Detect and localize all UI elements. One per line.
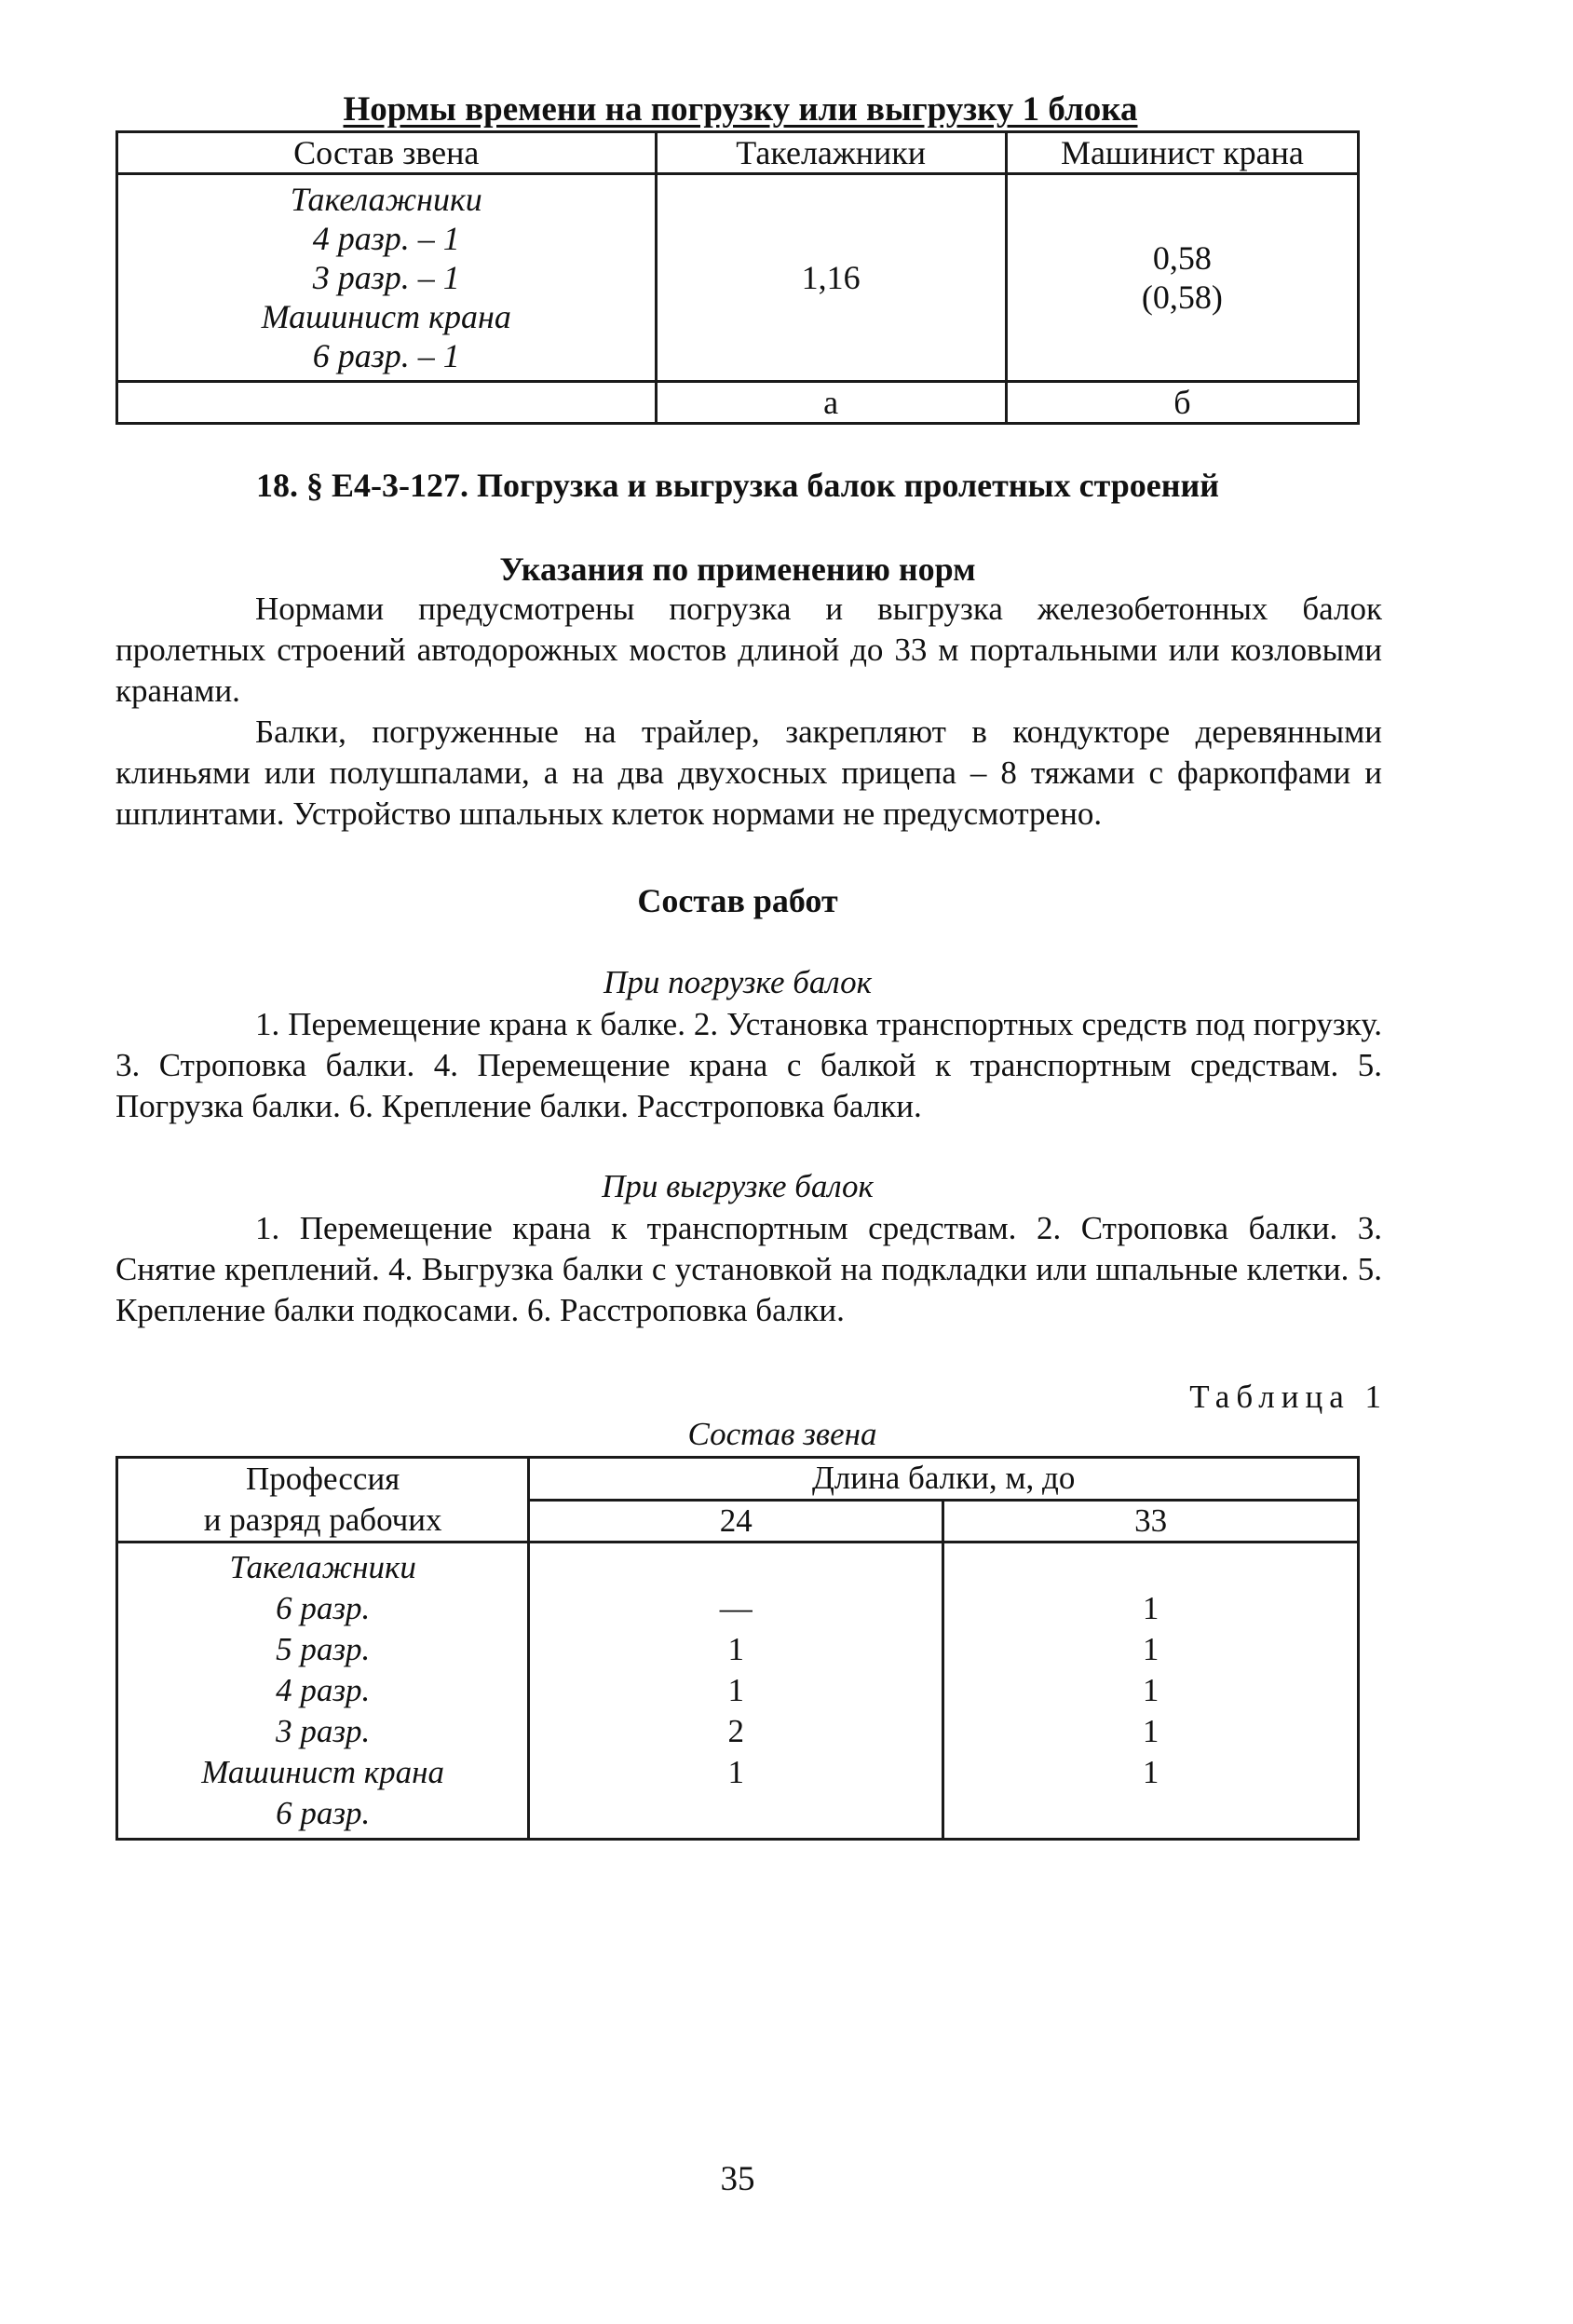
crew-line: 3 разр. – 1 — [312, 259, 460, 296]
crew-table-caption: Состав звена — [687, 1416, 877, 1452]
value-line: 1 — [727, 1631, 744, 1667]
norms-riggers-value: 1,16 — [656, 174, 1006, 382]
section-heading: 18. § Е4-3-127. Погрузка и выгрузка балок пролетных строений — [256, 467, 1219, 504]
value-line: 1 — [727, 1754, 744, 1790]
profession-line: Такелажники — [229, 1549, 416, 1585]
profession-line: 6 разр. — [276, 1590, 371, 1626]
value-line: 1 — [727, 1672, 744, 1708]
crew-line: 4 разр. – 1 — [312, 220, 460, 257]
profession-line: 6 разр. — [276, 1795, 371, 1831]
crew-table — [115, 1456, 1360, 1841]
value-line: 1 — [1142, 1672, 1159, 1708]
table-label: Таблица 1 — [1189, 1379, 1388, 1415]
guidelines-paragraph-1 — [115, 589, 1382, 712]
norms-header-crew: Состав звена — [117, 132, 657, 174]
profession-line: 3 разр. — [276, 1713, 371, 1749]
crew-line: 6 разр. – 1 — [312, 337, 460, 374]
value-line: 1 — [1142, 1713, 1159, 1749]
crew-line: Такелажники — [290, 181, 482, 218]
paragraph-text: 1. Перемещение крана к балке. 2. Установка транспортных средств под погрузку. 3. Строповка балки. 4. Перемещение крана с балкой к транспортным средствам. 5. Погрузка балки. 6. Крепление балки. Расстроповка балки. — [115, 1006, 1382, 1124]
value-line: 1 — [1142, 1590, 1159, 1626]
profession-line: Машинист крана — [201, 1754, 445, 1790]
crew-professions-cell — [117, 1543, 529, 1840]
norms-header-crane-operator: Машинист крана — [1006, 132, 1358, 174]
norms-footer-a: а — [656, 382, 1006, 424]
header-line: и разряд рабочих — [203, 1502, 442, 1538]
value-line — [944, 1547, 1357, 1588]
norms-crane-value — [1006, 174, 1358, 382]
crane-value-line: 0,58 — [1152, 239, 1212, 277]
norms-footer-empty — [117, 382, 657, 424]
crew-line: Машинист крана — [261, 298, 511, 335]
guidelines-heading: Указания по применению норм — [499, 550, 976, 588]
loading-steps — [115, 1004, 1382, 1127]
crew-header-33: 33 — [943, 1500, 1359, 1543]
value-line — [530, 1547, 942, 1588]
work-composition-heading: Состав работ — [637, 882, 838, 919]
loading-subheading: При погрузке балок — [603, 964, 872, 1000]
norms-footer-b: б — [1006, 382, 1358, 424]
header-line: Профессия — [246, 1461, 400, 1497]
value-line: 1 — [1142, 1631, 1159, 1667]
crew-header-length: Длина балки, м, до — [529, 1458, 1359, 1501]
value-line: 2 — [727, 1713, 744, 1749]
value-line: 1 — [1142, 1754, 1159, 1790]
profession-line: 4 разр. — [276, 1672, 371, 1708]
crew-header-24: 24 — [529, 1500, 943, 1543]
paragraph-text: Балки, погруженные на трайлер, закрепляют в кондукторе деревянными клиньями или полушпалами, а на два двухосных прицепа – 8 тяжами с фаркопфами и шплинтами. Устройство шпальных клеток нормами не предусмотрено. — [115, 714, 1382, 832]
norms-crew-cell — [117, 174, 657, 382]
unloading-steps — [115, 1208, 1382, 1331]
crew-values-33-cell — [943, 1543, 1359, 1840]
value-line: — — [719, 1590, 753, 1626]
profession-line: 5 разр. — [276, 1631, 371, 1667]
crane-value-line: (0,58) — [1141, 279, 1223, 316]
paragraph-text: Нормами предусмотрены погрузка и выгрузка железобетонных балок пролетных строений автодорожных мостов длиной до 33 м портальными или козловыми кранами. — [115, 591, 1382, 709]
paragraph-text: 1. Перемещение крана к транспортным средствам. 2. Строповка балки. 3. Снятие креплений. 4. Выгрузка балки с установкой на подкладки или шпальные клетки. 5. Крепление балки подкосами. 6. Расстроповка балки. — [115, 1210, 1382, 1328]
norms-table — [115, 130, 1360, 425]
norms-header-riggers: Такелажники — [656, 132, 1006, 174]
page-number: 35 — [720, 2160, 755, 2198]
crew-header-profession — [117, 1458, 529, 1543]
norms-table-title: Нормы времени на погрузку или выгрузку 1 блока — [343, 90, 1138, 129]
unloading-subheading: При выгрузке балок — [602, 1168, 874, 1204]
guidelines-paragraph-2 — [115, 712, 1382, 835]
crew-values-24-cell — [529, 1543, 943, 1840]
